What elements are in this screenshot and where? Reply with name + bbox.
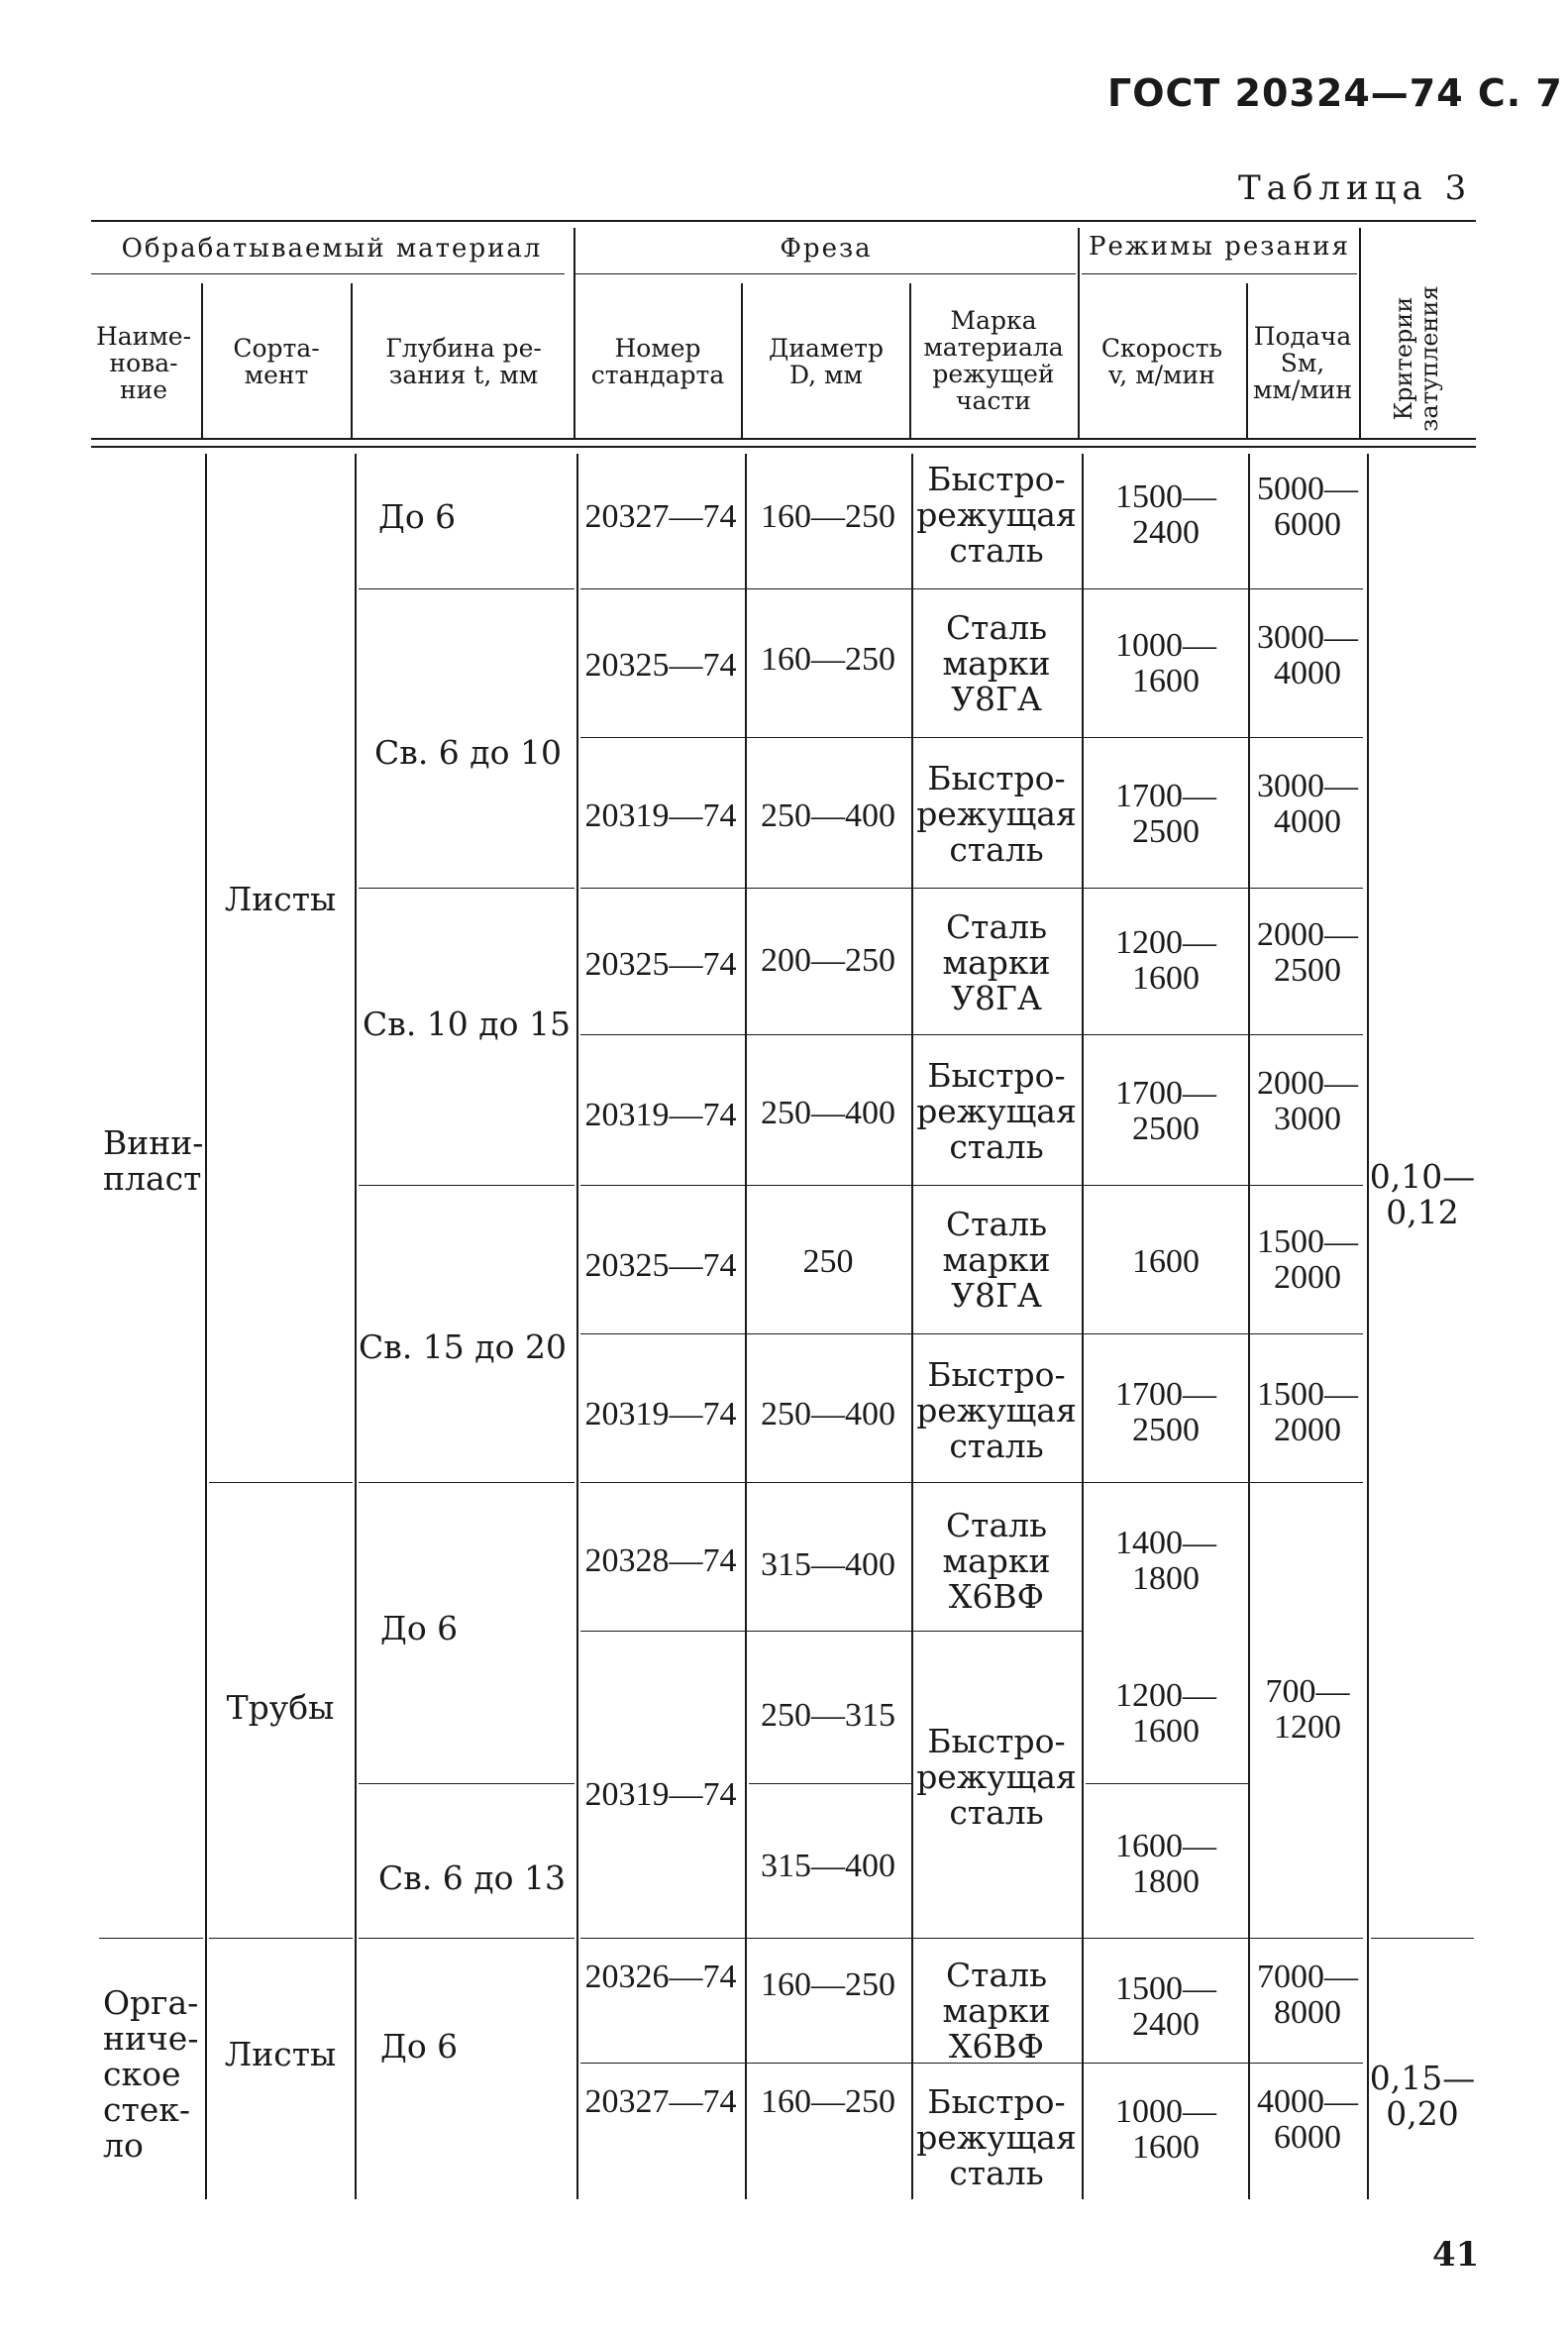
speed-cell: 1000— 1600 <box>1115 2093 1216 2166</box>
body-divider <box>355 454 357 2199</box>
row-separator <box>580 1482 1363 1483</box>
diameter-cell: 160—250 <box>761 2083 895 2120</box>
material-separator <box>99 1938 203 1939</box>
column-header-grade: Марка материала режущей части <box>923 306 1064 415</box>
criterion-cell: 0,15— 0,20 <box>1369 2059 1476 2133</box>
speed-cell: 1000— 1600 <box>1115 627 1216 699</box>
feed-cell: 2000— 3000 <box>1257 1065 1358 1137</box>
standard-cell: 20327—74 <box>584 2083 737 2120</box>
depth-cell: До 6 <box>380 1609 459 1647</box>
criterion-separator <box>1371 1938 1474 1939</box>
group-header-rule-modes <box>1082 273 1357 274</box>
table-top-rule <box>91 220 1476 222</box>
grade-cell: Быстро- режущая сталь <box>916 2082 1077 2192</box>
assortment-separator <box>209 1482 353 1483</box>
diameter-cell: 200—250 <box>761 942 895 979</box>
page-header-title: ГОСТ 20324—74 С. 7 <box>1107 71 1563 115</box>
standard-cell: 20325—74 <box>584 946 737 983</box>
standard-cell: 20319—74 <box>584 1097 737 1133</box>
grade-cell: Быстро- режущая сталь <box>916 1355 1077 1465</box>
table-label: Таблица 3 <box>1238 168 1473 208</box>
row-separator <box>580 588 1363 589</box>
grade-cell: Сталь марки У8ГА <box>942 1205 1051 1315</box>
diameter-cell: 250—400 <box>761 1396 895 1432</box>
page-number: 41 <box>1432 2235 1480 2275</box>
depth-separator <box>359 1783 575 1784</box>
depth-separator <box>359 1185 575 1186</box>
column-header-depth: Глубина ре- зания t, мм <box>385 334 542 389</box>
column-header-criterion: Критерии затупления <box>1390 285 1443 432</box>
depth-cell: Св. 10 до 15 <box>363 1005 571 1043</box>
group-header-rule-cutter <box>575 273 1076 274</box>
column-header-feed: Подача Sм, мм/мин <box>1252 322 1353 404</box>
row-separator <box>580 1631 1082 1632</box>
depth-separator <box>359 588 575 589</box>
header-bottom-rule <box>91 438 1476 440</box>
standard-cell: 20328—74 <box>584 1542 737 1579</box>
depth-cell: До 6 <box>380 2027 459 2066</box>
group-header-material: Обрабатываемый материал <box>121 234 543 264</box>
feed-cell: 3000— 4000 <box>1257 768 1358 840</box>
depth-cell: Св. 6 до 13 <box>378 1858 566 1897</box>
grade-cell: Быстро- режущая сталь <box>916 1722 1077 1832</box>
row-separator <box>1086 1783 1248 1784</box>
depth-cell: До 6 <box>378 497 457 536</box>
column-header-speed: Скорость v, м/мин <box>1100 334 1223 389</box>
speed-cell: 1600— 1800 <box>1115 1828 1216 1900</box>
feed-cell: 1500— 2000 <box>1257 1223 1358 1296</box>
speed-cell: 1500— 2400 <box>1115 478 1216 551</box>
diameter-cell: 250—400 <box>761 797 895 834</box>
feed-cell: 7000— 8000 <box>1257 1959 1358 2031</box>
standard-cell: 20319—74 <box>584 797 737 834</box>
column-header-diameter: Диаметр D, мм <box>769 334 884 389</box>
feed-cell: 5000— 6000 <box>1257 471 1358 543</box>
group-header-cutter: Фреза <box>780 234 873 264</box>
group-header-modes: Режимы резания <box>1088 232 1351 262</box>
speed-cell: 1600 <box>1132 1243 1200 1280</box>
header-divider <box>201 283 203 438</box>
speed-cell: 1200— 1600 <box>1115 924 1216 997</box>
diameter-cell: 250 <box>802 1243 854 1280</box>
standard-cell: 20319—74 <box>584 1776 737 1813</box>
standard-cell: 20319—74 <box>584 1396 737 1432</box>
assortment-cell: Листы <box>224 880 337 918</box>
depth-separator <box>359 1482 575 1483</box>
row-separator <box>580 888 1363 889</box>
body-divider <box>205 454 207 2199</box>
criterion-cell: 0,10— 0,12 <box>1369 1157 1476 1231</box>
standard-cell: 20326—74 <box>584 1959 737 1995</box>
depth-separator <box>359 1938 575 1939</box>
standard-cell: 20325—74 <box>584 647 737 684</box>
standard-cell: 20325—74 <box>584 1247 737 1284</box>
feed-cell: 700— 1200 <box>1265 1673 1350 1746</box>
speed-cell: 1700— 2500 <box>1115 778 1216 850</box>
standard-cell: 20327—74 <box>584 498 737 535</box>
diameter-cell: 160—250 <box>761 498 895 535</box>
feed-cell: 1500— 2000 <box>1257 1376 1358 1448</box>
body-divider <box>1367 454 1369 2199</box>
feed-cell: 2000— 2500 <box>1257 916 1358 989</box>
assortment-separator <box>209 1938 353 1939</box>
group-header-rule-material <box>91 273 565 274</box>
grade-cell: Сталь марки У8ГА <box>942 907 1051 1017</box>
speed-cell: 1200— 1600 <box>1115 1677 1216 1750</box>
speed-cell: 1500— 2400 <box>1115 1970 1216 2043</box>
feed-cell: 4000— 6000 <box>1257 2083 1358 2156</box>
grade-cell: Быстро- режущая сталь <box>916 1056 1077 1166</box>
diameter-cell: 250—315 <box>761 1697 895 1734</box>
column-header-name: Наиме- нова- ние <box>95 322 192 404</box>
grade-cell: Сталь марки У8ГА <box>942 608 1051 718</box>
speed-cell: 1700— 2500 <box>1115 1376 1216 1448</box>
assortment-cell: Листы <box>224 2035 337 2073</box>
diameter-cell: 250—400 <box>761 1095 895 1131</box>
grade-cell: Сталь марки Х6ВФ <box>942 1956 1051 2066</box>
header-divider <box>351 283 353 438</box>
material-cell: Вини- пласт <box>103 1123 204 1198</box>
grade-cell: Быстро- режущая сталь <box>916 460 1077 570</box>
row-separator <box>580 1034 1363 1035</box>
row-separator <box>580 737 1363 738</box>
feed-cell: 3000— 4000 <box>1257 619 1358 691</box>
diameter-cell: 160—250 <box>761 1966 895 2003</box>
depth-separator <box>359 888 575 889</box>
depth-cell: Св. 15 до 20 <box>359 1327 567 1366</box>
row-separator <box>580 1185 1363 1186</box>
header-divider <box>741 283 743 438</box>
grade-cell: Быстро- режущая сталь <box>916 759 1077 869</box>
column-header-assortment: Сорта- мент <box>233 334 320 389</box>
column-header-standard: Номер стандарта <box>590 334 725 389</box>
diameter-cell: 160—250 <box>761 641 895 678</box>
speed-cell: 1700— 2500 <box>1115 1075 1216 1147</box>
diameter-cell: 315—400 <box>761 1546 895 1583</box>
row-separator <box>580 1333 1363 1334</box>
diameter-cell: 315—400 <box>761 1848 895 1884</box>
speed-cell: 1400— 1800 <box>1115 1525 1216 1597</box>
body-divider <box>576 454 578 2199</box>
header-divider <box>1359 228 1361 438</box>
assortment-cell: Трубы <box>226 1688 335 1727</box>
header-bottom-rule-2 <box>91 446 1476 448</box>
depth-cell: Св. 6 до 10 <box>374 733 562 772</box>
grade-cell: Сталь марки Х6ВФ <box>942 1506 1051 1616</box>
row-separator <box>580 1938 1363 1939</box>
material-cell: Орга- ниче- ское стек- ло <box>103 1983 199 2165</box>
row-separator <box>749 1783 911 1784</box>
